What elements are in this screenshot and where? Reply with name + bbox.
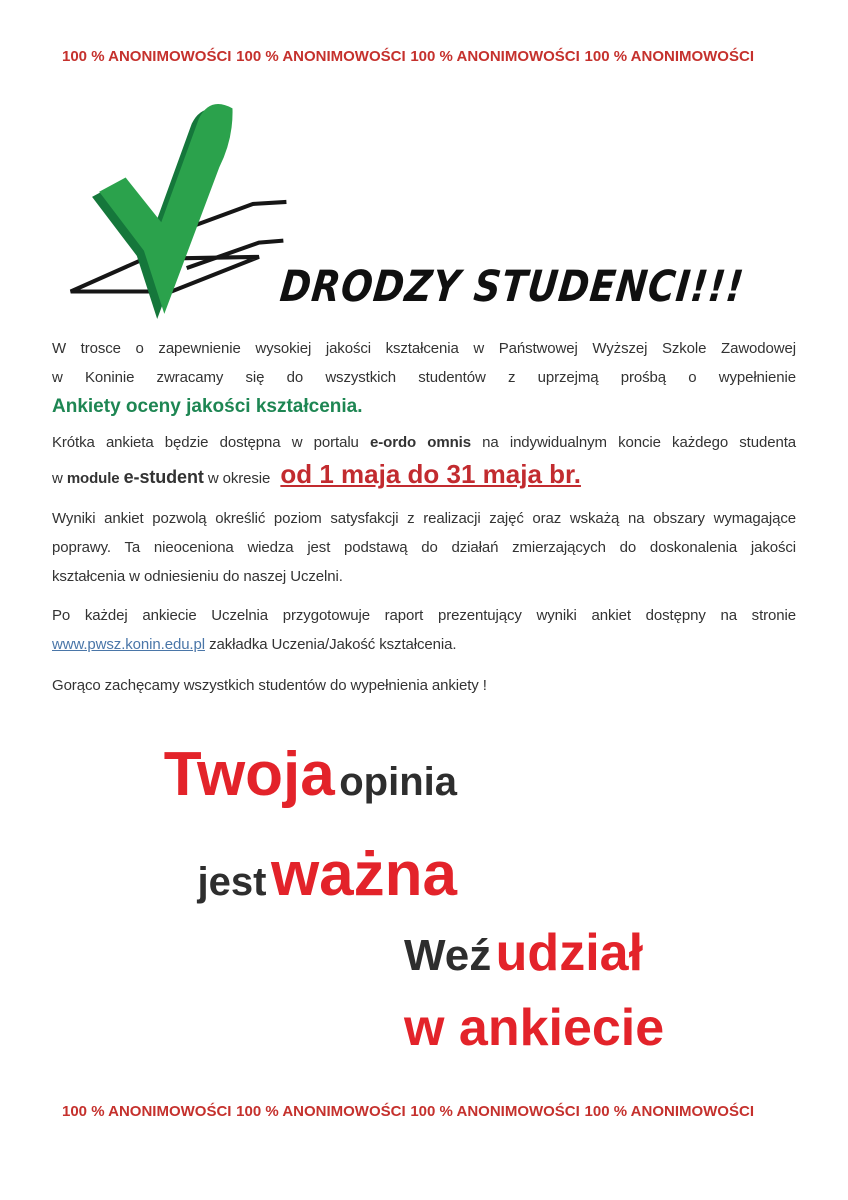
big-message-line-1 <box>164 742 457 824</box>
survey-text: w okresie <box>207 470 271 487</box>
survey-text: na indywidualnym koncie każdego studenta <box>482 434 797 451</box>
intro-line-2: w Koninie zwracamy się do wszystkich studentów z uprzejmą prośbą o wypełnienie <box>52 369 796 386</box>
report-paragraph <box>52 601 796 659</box>
big-word-udzial: udział <box>495 924 644 982</box>
big-word-twoja: Twoja <box>163 740 335 809</box>
big-message-line-4 <box>404 999 665 1066</box>
big-word-wazna: ważna <box>270 840 457 909</box>
report-line-1: Po każdej ankiecie Uczelnia przygotowuje raport prezentujący wyniki ankiet dostępny na stronie <box>52 607 796 624</box>
anonymity-label: 100 % ANONIMOWOŚCI <box>236 1103 406 1120</box>
anonymity-label: 100 % ANONIMOWOŚCI <box>584 48 754 65</box>
module-word-bold: module <box>66 470 120 487</box>
anonymity-banner-bottom <box>62 1103 754 1121</box>
big-word-jest: jest <box>197 860 267 904</box>
anonymity-label: 100 % ANONIMOWOŚCI <box>62 1103 232 1120</box>
big-word-wez: Weź <box>404 931 492 980</box>
anonymity-label: 100 % ANONIMOWOŚCI <box>410 48 580 65</box>
survey-title-highlight: Ankiety oceny jakości kształcenia. <box>52 396 363 417</box>
report-line-2 <box>52 630 796 659</box>
body-content <box>52 334 796 700</box>
anonymity-label: 100 % ANONIMOWOŚCI <box>410 1103 580 1120</box>
survey-line-2 <box>52 457 796 496</box>
intro-paragraph <box>52 334 796 422</box>
page-title: DRODZY STUDENCI!!! <box>277 262 747 312</box>
big-message-line-2 <box>164 842 457 924</box>
survey-paragraph <box>52 428 796 496</box>
results-line-2: poprawy. Ta nieoceniona wiedza jest podstawą do działań zmierzających do doskonalenia jakości <box>52 539 796 556</box>
survey-text: Krótka ankieta będzie dostępna w portalu <box>52 434 359 451</box>
checkbox-checkmark-graphic <box>58 90 293 327</box>
anonymity-label: 100 % ANONIMOWOŚCI <box>236 48 406 65</box>
portal-name-bold: e-ordo omnis <box>370 434 471 451</box>
intro-line-1: W trosce o zapewnienie wysokiej jakości kształcenia w Państwowej Wyższej Szkole Zawodowej <box>52 340 796 357</box>
estudent-word-bold: e-student <box>123 467 204 487</box>
survey-date-range: od 1 maja do 31 maja br. <box>280 459 581 489</box>
report-text: zakładka Uczenia/Jakość kształcenia. <box>209 636 457 653</box>
big-message-participate <box>404 924 665 1066</box>
results-paragraph <box>52 504 796 591</box>
results-line-3: kształcenia w odniesieniu do naszej Uczelni. <box>52 568 343 585</box>
encourage-paragraph <box>52 671 796 700</box>
checkmark-icon <box>58 90 293 322</box>
anonymity-banner-top <box>62 48 754 66</box>
anonymity-label: 100 % ANONIMOWOŚCI <box>584 1103 754 1120</box>
anonymity-label: 100 % ANONIMOWOŚCI <box>62 48 232 65</box>
website-link[interactable]: www.pwsz.konin.edu.pl <box>52 636 205 653</box>
survey-text: w <box>52 470 63 487</box>
big-message-opinion <box>164 742 457 924</box>
results-line-1: Wyniki ankiet pozwolą określić poziom satysfakcji z realizacji zajęć oraz wskażą na obszary wymagające <box>52 510 796 527</box>
big-message-line-3 <box>404 924 664 989</box>
survey-line-1 <box>52 428 796 457</box>
encourage-line: Gorąco zachęcamy wszystkich studentów do wypełnienia ankiety ! <box>52 677 487 694</box>
big-phrase-w-ankiecie: w ankiecie <box>404 999 665 1057</box>
big-word-opinia: opinia <box>339 760 457 804</box>
